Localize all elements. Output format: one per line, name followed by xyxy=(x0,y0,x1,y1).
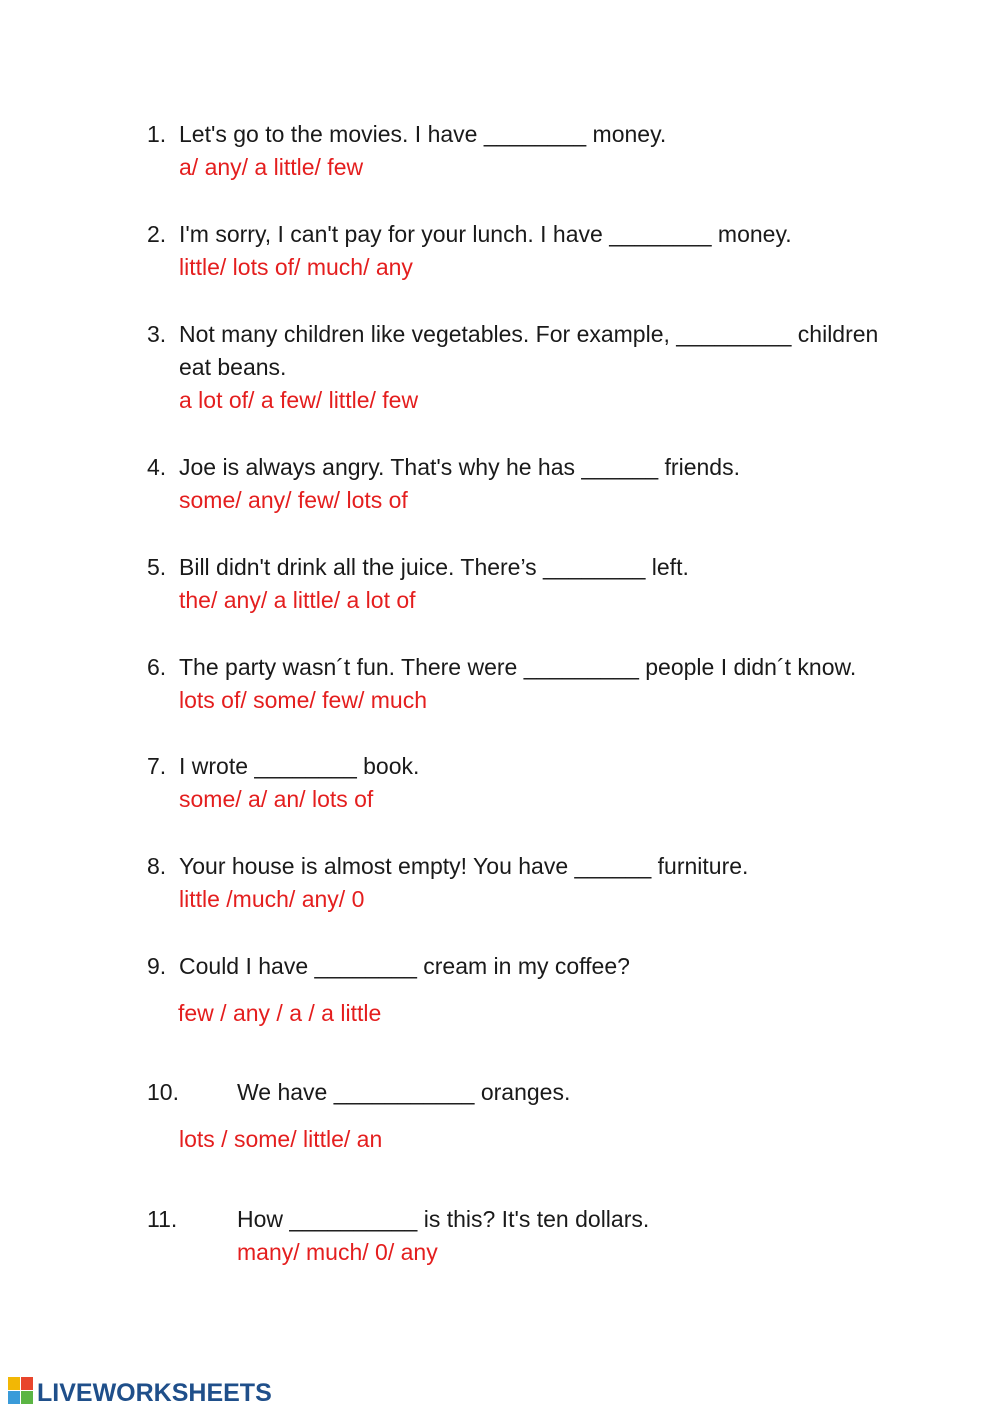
question-number: 3. xyxy=(147,321,167,347)
question-text: Joe is always angry. That's why he has ______ friends. xyxy=(179,454,740,480)
question-number: 1. xyxy=(147,121,167,147)
question-number: 5. xyxy=(147,554,167,580)
question-text: Bill didn't drink all the juice. There’s ________ left. xyxy=(179,554,689,580)
question-text-continued: eat beans. xyxy=(179,354,287,380)
answer-options-10: lots / some/ little/ an xyxy=(179,1126,383,1152)
question-number: 6. xyxy=(147,654,167,680)
question-text: We have ___________ oranges. xyxy=(237,1079,571,1105)
answer-options-3: a lot of/ a few/ little/ few xyxy=(179,387,419,413)
question-text: How __________ is this? It's ten dollars. xyxy=(237,1206,650,1232)
question-number: 11. xyxy=(147,1206,178,1232)
question-text: I wrote ________ book. xyxy=(179,753,420,779)
question-number: 8. xyxy=(147,853,167,879)
question-3-line-2 xyxy=(179,351,286,384)
answer-options-1: a/ any/ a little/ few xyxy=(179,154,364,180)
liveworksheets-cube-icon xyxy=(8,1377,34,1410)
question-number: 9. xyxy=(147,953,167,979)
answer-options-8: little /much/ any/ 0 xyxy=(179,886,365,912)
question-text: The party wasn´t fun. There were _________ people I didn´t know. xyxy=(179,654,857,680)
question-text: I'm sorry, I can't pay for your lunch. I have ________ money. xyxy=(179,221,792,247)
logo-wordmark: LIVEWORKSHEETS xyxy=(37,1378,272,1407)
answer-options-5: the/ any/ a little/ a lot of xyxy=(179,587,416,613)
question-text: Could I have ________ cream in my coffee? xyxy=(179,953,630,979)
answer-options-2: little/ lots of/ much/ any xyxy=(179,254,413,280)
question-text: Your house is almost empty! You have ______ furniture. xyxy=(179,853,749,879)
answer-options-11: many/ much/ 0/ any xyxy=(237,1239,438,1265)
question-number: 7. xyxy=(147,753,167,779)
question-number: 10. xyxy=(147,1079,179,1105)
question-text: Let's go to the movies. I have ________ money. xyxy=(179,121,667,147)
question-number: 4. xyxy=(147,454,167,480)
answer-options-9: few / any / a / a little xyxy=(178,1000,382,1026)
liveworksheets-logo[interactable] xyxy=(8,1378,272,1408)
answer-options-4: some/ any/ few/ lots of xyxy=(179,487,408,513)
answer-options-7: some/ a/ an/ lots of xyxy=(179,786,374,812)
answer-options-6: lots of/ some/ few/ much xyxy=(179,687,427,713)
question-text: Not many children like vegetables. For example, _________ children xyxy=(179,321,879,347)
question-number: 2. xyxy=(147,221,167,247)
